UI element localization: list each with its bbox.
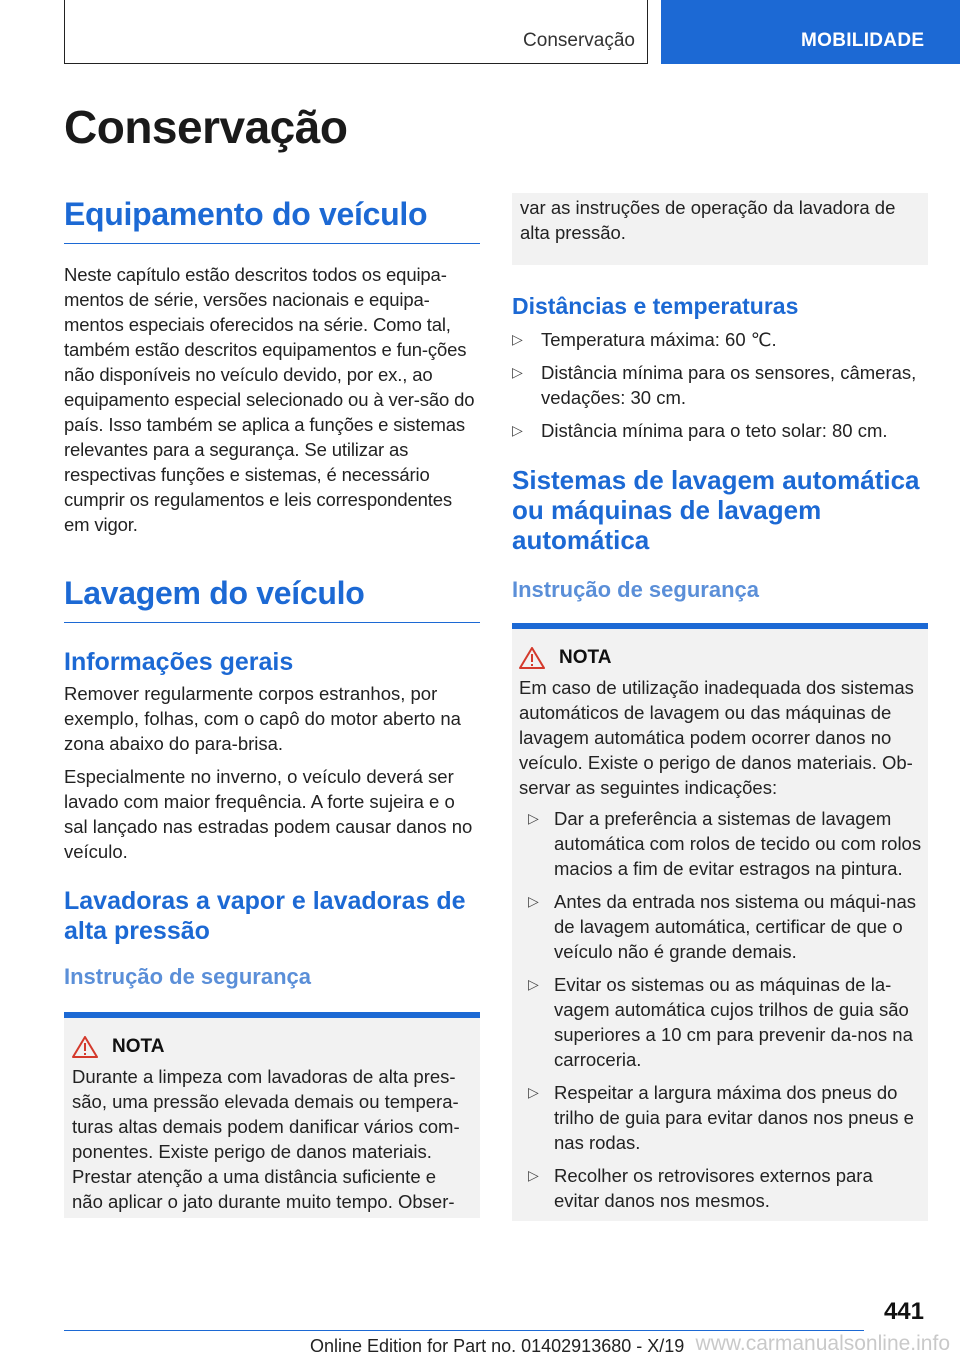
washing-heading: Lavagem do veículo — [64, 575, 365, 611]
list-item: ▷ Recolher os retrovisores externos para evitar danos nos mesmos. — [528, 1165, 873, 1211]
notice-text-left: Durante a limpeza com lavadoras de alta pres-são, uma pressão elevada demais ou tempera-turas altas demais podem danificar vários com-ponentes. Existe perigo de danos materiais. Prestar atenção a uma distância suficiente e não aplicar o jato durante muito tempo. Obser- — [72, 1066, 460, 1212]
triangle-right-icon: ▷ — [512, 422, 523, 438]
notice-header-left — [72, 1036, 472, 1058]
list-item: ▷ Respeitar a largura máxima dos pneus do trilho de guia para evitar danos nos pneus e nas rodas. — [528, 1082, 914, 1153]
notice-text-right: Em caso de utilização inadequada dos sistemas automáticos de lavagem ou das máquinas de lavagem automática podem ocorrer danos no veículo. Existe o perigo de danos materiais. Ob-servar as seguintes indicações: — [519, 677, 914, 798]
footer-rule — [64, 1330, 864, 1331]
general-info-heading: Informações gerais — [64, 648, 294, 676]
distances-list — [512, 327, 928, 443]
safety-heading-left: Instrução de segurança — [64, 964, 311, 989]
distances-heading: Distâncias e temperaturas — [512, 293, 799, 319]
list-item: ▷ Distância mínima para o teto solar: 80 cm. — [512, 420, 888, 441]
equipment-heading-rule — [64, 243, 480, 244]
triangle-right-icon: ▷ — [512, 364, 523, 380]
notice-continued-text: var as instruções de operação da lavadora de alta pressão. — [520, 197, 896, 243]
notice-label-right: NOTA — [559, 647, 612, 668]
warning-triangle-icon — [519, 647, 545, 669]
header-section-box — [64, 0, 648, 64]
notice-label-left: NOTA — [112, 1036, 165, 1057]
warning-triangle-icon — [72, 1036, 98, 1058]
chapter-title: Conservação — [64, 101, 348, 153]
notice-header-right — [519, 647, 922, 669]
notice-list-right — [519, 806, 922, 1213]
triangle-right-icon: ▷ — [528, 893, 539, 909]
triangle-right-icon: ▷ — [528, 810, 539, 826]
header-chapter-tab — [661, 0, 960, 64]
header-tab-label: MOBILIDADE — [801, 30, 925, 51]
triangle-right-icon: ▷ — [528, 1167, 539, 1183]
left-column — [64, 196, 480, 1218]
list-item: ▷ Distância mínima para os sensores, câmeras, vedações: 30 cm. — [512, 362, 917, 408]
equipment-paragraph: Neste capítulo estão descritos todos os equipa-mentos de série, versões nacionais e equipa-mentos especiais oferecidos na série. Como tal, também estão descritos equipamentos e fun-ções não disponíveis no veículo devido, por ex., ao equipamento especial selecionado ou à ver-são do país. Isso também se aplica a funções e sistemas relevantes para a segurança. Se utilizar as respectivas funções e sistemas, é necessário cumprir os regulamentos e leis correspondentes em vigor. — [64, 264, 475, 535]
header-section-title: Conservação — [523, 30, 635, 51]
triangle-right-icon: ▷ — [512, 331, 523, 347]
general-info-paragraph-1: Remover regularmente corpos estranhos, por exemplo, folhas, com o capô do motor aberto na zona abaixo do para-brisa. — [64, 683, 461, 754]
list-item: ▷ Dar a preferência a sistemas de lavagem automática com rolos de tecido ou com rolos macios a fim de evitar estragos na pintura. — [528, 808, 922, 879]
list-item: ▷ Antes da entrada nos sistema ou máqui-nas de lavagem automática, certificar de que o veículo não é grande demais. — [528, 891, 916, 962]
triangle-right-icon: ▷ — [528, 1084, 539, 1100]
list-item: ▷ Evitar os sistemas ou as máquinas de la-vagem automática cujos trilhos de guia são superiores a 10 cm para prevenir da-nos na carroceria. — [528, 974, 913, 1070]
pressure-washer-heading: Lavadoras a vapor e lavadoras de alta pressão — [64, 887, 466, 945]
equipment-heading: Equipamento do veículo — [64, 196, 428, 232]
footer-edition: Online Edition for Part no. 01402913680 - X/19 — [310, 1336, 685, 1356]
notice-box-left — [64, 1018, 480, 1218]
page-number: 441 — [883, 1298, 924, 1325]
notice-box-continued — [512, 193, 928, 265]
automatic-wash-heading: Sistemas de lavagem automática ou máquinas de lavagem automática — [512, 465, 920, 555]
footer-watermark: www.carmanualsonline.info — [695, 1332, 950, 1355]
safety-heading-right: Instrução de segurança — [512, 577, 759, 602]
triangle-right-icon: ▷ — [528, 976, 539, 992]
list-item: ▷ Temperatura máxima: 60 ℃. — [512, 329, 777, 350]
general-info-paragraph-2: Especialmente no inverno, o veículo deverá ser lavado com maior frequência. A forte sujeira e o sal lançado nas estradas podem causar danos no veículo. — [64, 766, 473, 862]
right-column — [512, 193, 928, 1221]
washing-heading-rule — [64, 622, 480, 623]
notice-box-right — [512, 629, 928, 1221]
